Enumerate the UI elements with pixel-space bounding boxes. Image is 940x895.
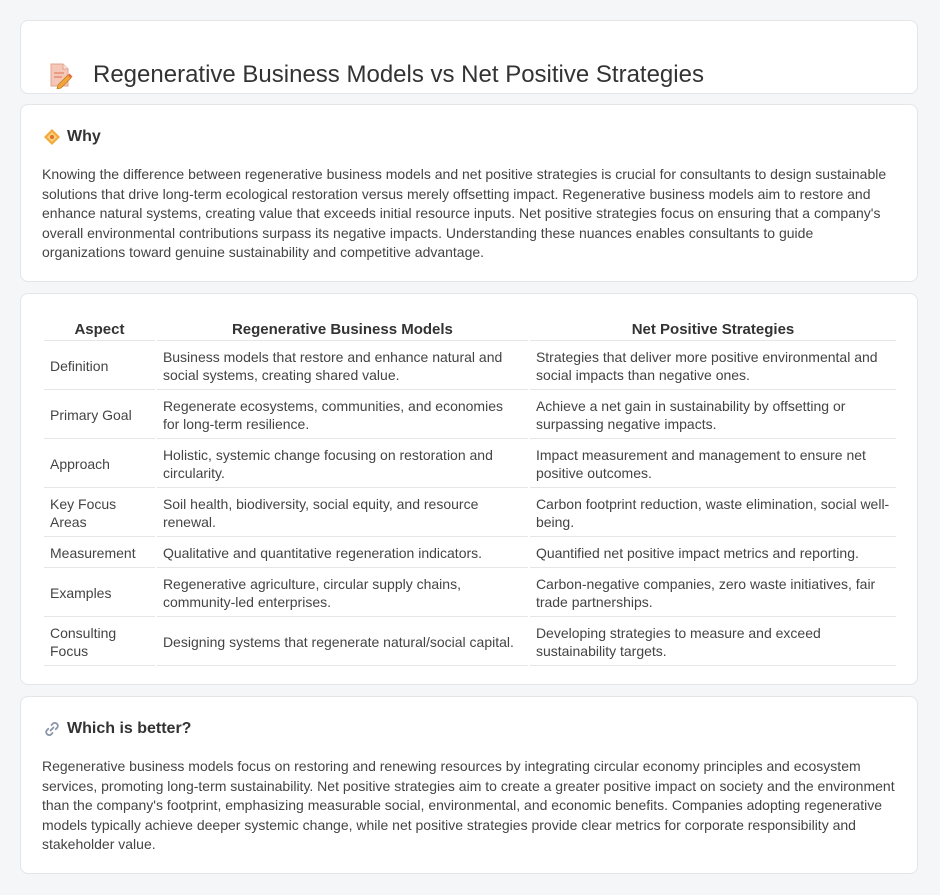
- document-pencil-icon: [47, 61, 73, 89]
- better-text: Regenerative business models focus on restoring and renewing resources by integrating circular economy principles and ecosystem services, promoting long-term sustainability. Net positive strategies aim to create a greater positive impact on society and the environment than the company's footprint, emphasizing measurable social, environmental, and economic benefits. Companies adopting regenerative models typically achieve deeper systemic change, while net positive strategies provide clear metrics for corporate responsibility and stakeholder value.: [42, 758, 895, 853]
- why-text: Knowing the difference between regenerative business models and net positive strategies is crucial for consultants to design sustainable solutions that drive long-term ecological restoration versus merely offsetting impact. Regenerative business models aim to restore and enhance natural systems, creating value that exceeds initial resource inputs. Net positive strategies focus on ensuring that a company's overall environmental contributions surpass its negative impacts. Understanding these nuances enables consultants to guide organizations toward genuine sustainability and competitive advantage.: [42, 166, 887, 261]
- why-heading: [43, 127, 101, 147]
- table-row: [44, 439, 896, 488]
- row-aspect: Approach: [44, 439, 155, 488]
- better-title: Which is better?: [67, 720, 192, 737]
- which-better-section: [20, 696, 918, 874]
- title-row: [47, 43, 704, 107]
- row-net-positive: Quantified net positive impact metrics and reporting.: [530, 537, 896, 568]
- header-aspect: Aspect: [44, 316, 155, 341]
- why-section: [20, 104, 918, 282]
- diamond-badge-icon: [43, 128, 61, 146]
- row-regenerative: Regenerative agriculture, circular supply chains, community-led enterprises.: [157, 568, 528, 617]
- row-net-positive: Impact measurement and management to ensure net positive outcomes.: [530, 439, 896, 488]
- comparison-table: [42, 316, 898, 666]
- row-aspect: Examples: [44, 568, 155, 617]
- row-regenerative: Designing systems that regenerate natural/social capital.: [157, 617, 528, 666]
- row-regenerative: Business models that restore and enhance natural and social systems, creating shared value.: [157, 341, 528, 390]
- table-row: [44, 617, 896, 666]
- row-aspect: Primary Goal: [44, 390, 155, 439]
- row-regenerative: Qualitative and quantitative regeneration indicators.: [157, 537, 528, 568]
- row-regenerative: Regenerate ecosystems, communities, and economies for long-term resilience.: [157, 390, 528, 439]
- row-net-positive: Achieve a net gain in sustainability by offsetting or surpassing negative impacts.: [530, 390, 896, 439]
- table-row: [44, 537, 896, 568]
- header-net-positive: Net Positive Strategies: [530, 316, 896, 341]
- better-heading: [43, 719, 191, 739]
- row-regenerative: Holistic, systemic change focusing on restoration and circularity.: [157, 439, 528, 488]
- row-net-positive: Developing strategies to measure and exceed sustainability targets.: [530, 617, 896, 666]
- row-aspect: Measurement: [44, 537, 155, 568]
- table-row: [44, 568, 896, 617]
- row-net-positive: Strategies that deliver more positive environmental and social impacts than negative ones.: [530, 341, 896, 390]
- header-regenerative: Regenerative Business Models: [157, 316, 528, 341]
- table-row: [44, 341, 896, 390]
- table-row: [44, 488, 896, 537]
- header-card: [20, 20, 918, 94]
- row-regenerative: Soil health, biodiversity, social equity, and resource renewal.: [157, 488, 528, 537]
- row-net-positive: Carbon footprint reduction, waste elimination, social well-being.: [530, 488, 896, 537]
- table-row: [44, 390, 896, 439]
- page-title: Regenerative Business Models vs Net Positive Strategies: [93, 61, 704, 89]
- comparison-section: [20, 293, 918, 685]
- row-aspect: Consulting Focus: [44, 617, 155, 666]
- table-header-row: [44, 316, 896, 341]
- row-net-positive: Carbon-negative companies, zero waste initiatives, fair trade partnerships.: [530, 568, 896, 617]
- link-icon: [43, 720, 61, 738]
- row-aspect: Definition: [44, 341, 155, 390]
- row-aspect: Key Focus Areas: [44, 488, 155, 537]
- why-title: Why: [67, 128, 101, 145]
